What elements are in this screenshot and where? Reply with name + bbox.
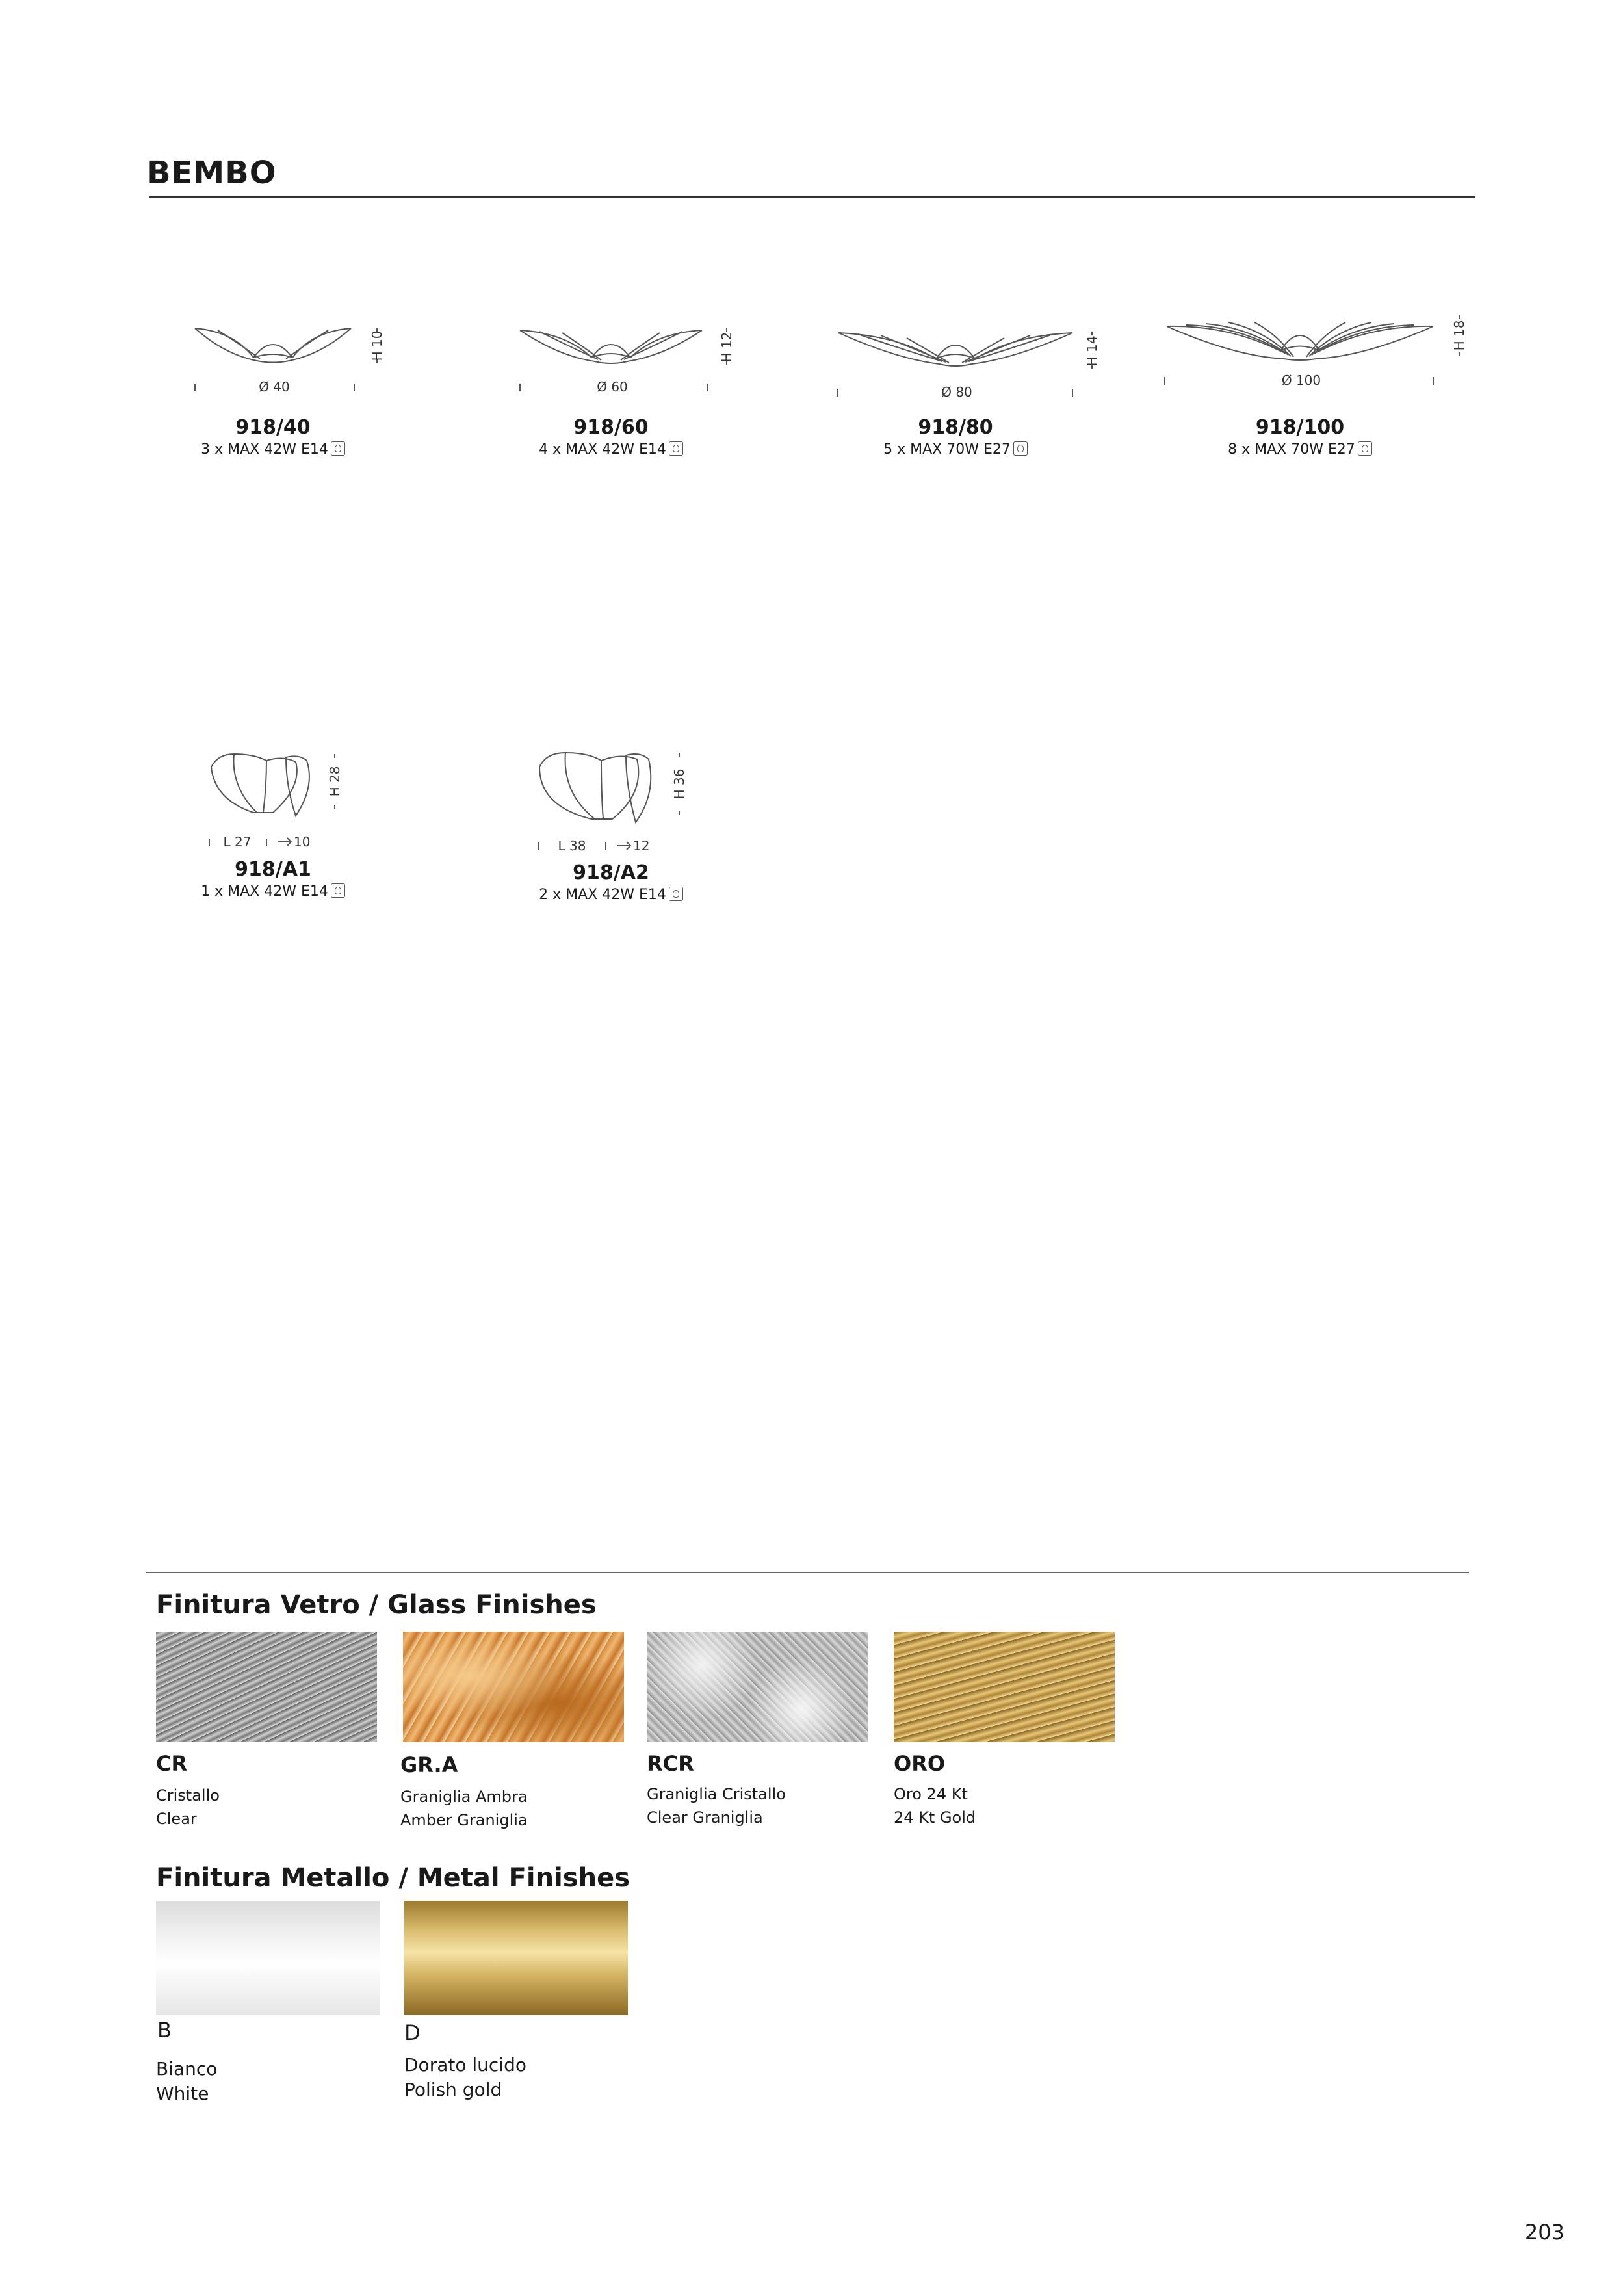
product-spec <box>442 441 780 458</box>
dimension-diameter: Ø 80 <box>941 384 972 400</box>
drawing-918-A2 <box>442 748 780 861</box>
dimension-length: L 27 <box>223 834 252 850</box>
spec-text: 4 x MAX 42W E14 <box>539 441 666 458</box>
product-code: 918/A2 <box>573 861 649 884</box>
dimension-height: H 14 <box>1084 335 1100 367</box>
finish-name-en: Amber Graniglia <box>400 1811 528 1829</box>
finish-code-rcr: RCR <box>647 1751 694 1776</box>
bulb-icon <box>669 887 683 901</box>
product-spec <box>1131 441 1469 458</box>
product-code: 918/100 <box>1255 416 1345 439</box>
swatch-rcr <box>647 1632 868 1742</box>
dimension-height: H 18 <box>1451 320 1467 351</box>
swatch-b <box>156 1901 380 2015</box>
drawing-918-A1 <box>104 748 442 858</box>
finish-name-gra <box>400 1785 528 1832</box>
dimension-diameter: Ø 100 <box>1281 372 1321 388</box>
finish-name-it: Cristallo <box>156 1786 220 1805</box>
product-918-100 <box>1131 306 1469 458</box>
dimension-diameter: Ø 40 <box>259 379 290 395</box>
finish-name-en: 24 Kt Gold <box>894 1808 976 1827</box>
finish-name-it: Oro 24 Kt <box>894 1785 968 1803</box>
finish-name-d <box>404 2053 526 2102</box>
drawing-918-80 <box>786 319 1124 416</box>
page-title: BEMBO <box>147 155 277 191</box>
product-spec <box>786 441 1124 458</box>
dimension-height: H 10 <box>369 330 385 361</box>
swatch-cr <box>156 1632 377 1742</box>
finish-name-cr <box>156 1784 220 1831</box>
finish-name-en: Polish gold <box>404 2079 502 2100</box>
product-918-80 <box>786 319 1124 458</box>
finish-name-en: Clear <box>156 1810 197 1828</box>
finish-code-cr: CR <box>156 1751 188 1776</box>
spec-text: 1 x MAX 42W E14 <box>201 883 328 900</box>
spec-text: 5 x MAX 70W E27 <box>883 441 1011 458</box>
drawing-918-60 <box>442 319 780 416</box>
glass-finishes-title: Finitura Vetro / Glass Finishes <box>156 1590 597 1620</box>
product-code: 918/A1 <box>235 858 311 881</box>
product-code: 918/80 <box>918 416 993 439</box>
product-spec <box>104 883 442 900</box>
arrow-right-icon <box>278 838 291 846</box>
product-code: 918/60 <box>573 416 649 439</box>
finish-name-it: Graniglia Cristallo <box>647 1785 786 1803</box>
drawing-918-100 <box>1131 306 1469 416</box>
dimension-height: H 28 <box>327 766 343 797</box>
finishes-rule <box>146 1572 1469 1573</box>
dimension-height: H 12 <box>719 332 734 363</box>
dimension-height: H 36 <box>671 768 687 800</box>
spec-text: 8 x MAX 70W E27 <box>1228 441 1355 458</box>
finish-code-oro: ORO <box>894 1751 946 1776</box>
dimension-length: L 38 <box>558 838 586 854</box>
page-number: 203 <box>1524 2220 1565 2245</box>
product-918-A1 <box>104 748 442 900</box>
product-spec <box>104 441 442 458</box>
spec-text: 2 x MAX 42W E14 <box>539 887 666 903</box>
swatch-d <box>404 1901 628 2015</box>
bulb-icon <box>331 883 345 898</box>
finish-name-it: Dorato lucido <box>404 2054 526 2076</box>
dimension-depth: 10 <box>294 834 311 850</box>
finish-code-d: D <box>404 2020 421 2045</box>
dimension-diameter: Ø 60 <box>597 379 628 395</box>
arrow-right-icon <box>617 842 630 850</box>
finish-name-en: Clear Graniglia <box>647 1808 763 1827</box>
swatch-gra <box>403 1632 624 1742</box>
finish-name-it: Graniglia Ambra <box>400 1788 528 1806</box>
dimension-depth: 12 <box>633 838 650 854</box>
finish-name-it: Bianco <box>156 2058 218 2080</box>
spec-text: 3 x MAX 42W E14 <box>201 441 328 458</box>
product-918-60 <box>442 319 780 458</box>
finish-code-gra: GR.A <box>400 1753 458 1777</box>
product-918-A2 <box>442 748 780 903</box>
finish-name-b <box>156 2057 217 2106</box>
bulb-icon <box>331 441 345 456</box>
swatch-oro <box>894 1632 1115 1742</box>
product-code: 918/40 <box>235 416 311 439</box>
bulb-icon <box>1013 441 1028 456</box>
finish-name-oro <box>894 1782 976 1829</box>
finish-name-rcr <box>647 1782 786 1829</box>
title-rule <box>149 196 1475 198</box>
finish-name-en: White <box>156 2083 209 2104</box>
drawing-918-40 <box>104 319 442 416</box>
bulb-icon <box>1358 441 1372 456</box>
product-918-40 <box>104 319 442 458</box>
finish-code-b: B <box>157 2018 172 2042</box>
product-spec <box>442 887 780 903</box>
metal-finishes-title: Finitura Metallo / Metal Finishes <box>156 1863 630 1893</box>
bulb-icon <box>669 441 683 456</box>
